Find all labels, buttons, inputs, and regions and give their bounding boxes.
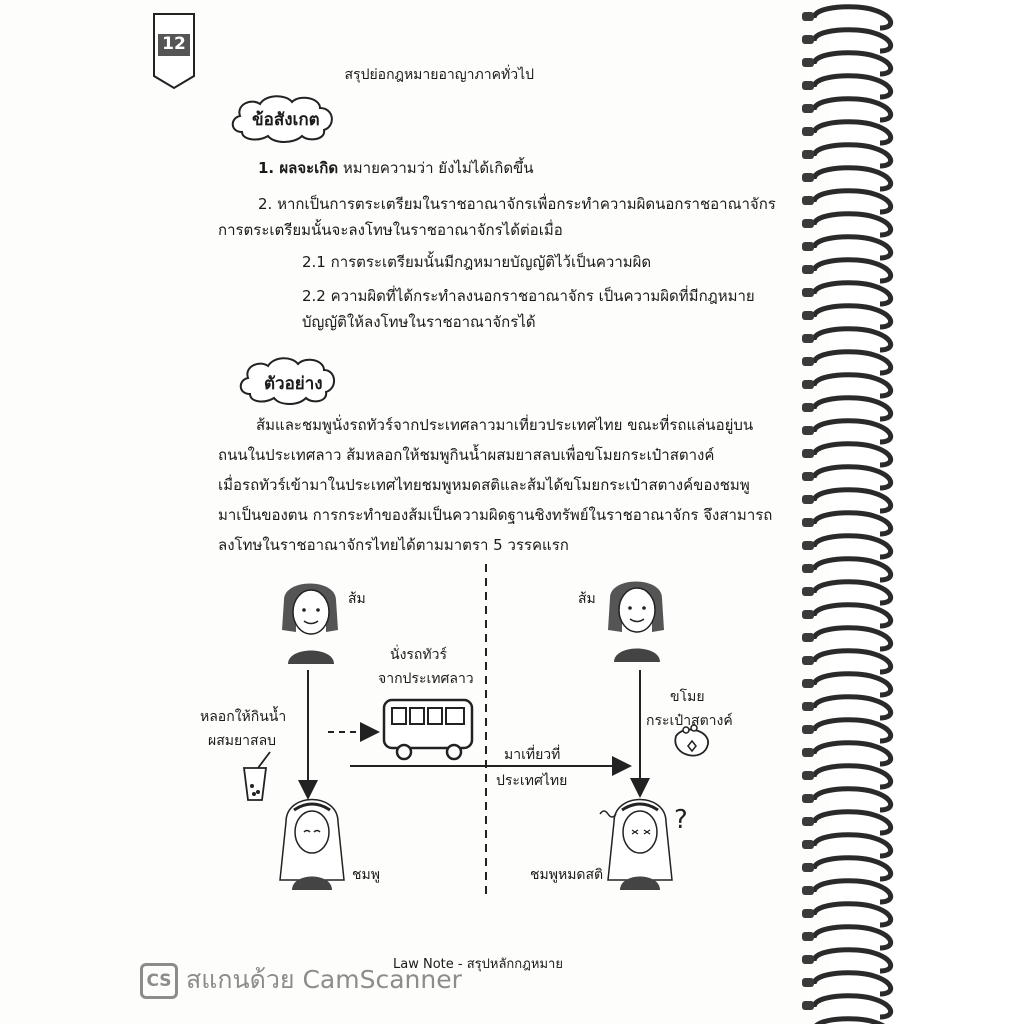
binding-hole (802, 288, 814, 297)
binding-hole (802, 196, 814, 205)
observation-item-2-1: 2.1 การตระเตรียมนั้นมีกฎหมายบัญญัติไว้เป็นความผิด (302, 253, 652, 271)
observation-item-1 (258, 158, 534, 178)
binding-hole (802, 725, 814, 734)
spiral-coil (814, 444, 891, 465)
binding-hole (802, 173, 814, 182)
spiral-coil (814, 904, 891, 925)
watermark-text: สแกนด้วย CamScanner (186, 965, 462, 994)
observation-heading: ข้อสังเกต (252, 110, 320, 130)
spiral-coil (814, 214, 891, 235)
footer-text: Law Note - สรุปหลักกฎหมาย (393, 957, 563, 972)
spiral-coil (814, 191, 891, 212)
binding-hole (802, 817, 814, 826)
binding-hole (802, 587, 814, 596)
spiral-coil (814, 122, 891, 143)
spiral-coil (814, 53, 891, 74)
binding-hole (802, 863, 814, 872)
chompoo-unconscious-avatar (600, 800, 688, 891)
spiral-coil (814, 168, 891, 189)
binding-hole (802, 702, 814, 711)
spiral-coil (814, 789, 891, 810)
binding-hole (802, 104, 814, 113)
binding-hole (802, 426, 814, 435)
binding-hole (802, 334, 814, 343)
example-line: ลงโทษในราชอาณาจักรไทยได้ตามมาตรา 5 วรรคแรก (218, 536, 569, 554)
example-paragraph (218, 410, 773, 560)
binding-hole (802, 472, 814, 481)
binding-hole (802, 357, 814, 366)
example-line: มาเป็นของตน การกระทำของส้มเป็นความผิดฐานชิงทรัพย์ในราชอาณาจักร จึงสามารถ (218, 506, 773, 524)
binding-hole (802, 81, 814, 90)
spiral-coil (814, 927, 891, 948)
binding-hole (802, 35, 814, 44)
binding-hole (802, 449, 814, 458)
som-right-avatar (608, 582, 664, 663)
binding-hole (802, 840, 814, 849)
binding-hole (802, 794, 814, 803)
svg-text:?: ? (674, 805, 688, 835)
example-heading: ตัวอย่าง (264, 374, 323, 394)
spiral-coil (814, 237, 891, 258)
spiral-coil (814, 674, 891, 695)
example-line: ส้มและชมพูนั่งรถทัวร์จากประเทศลาวมาเที่ยวประเทศไทย ขณะที่รถแล่นอยู่บน (256, 416, 754, 434)
binding-hole (802, 656, 814, 665)
spiral-coil (814, 398, 891, 419)
spiral-coil (814, 76, 891, 97)
chompoo-avatar (280, 800, 344, 891)
binding-hole (802, 541, 814, 550)
spiral-coil (814, 881, 891, 902)
camscanner-watermark (140, 960, 462, 1000)
page-number: 12 (162, 34, 186, 54)
spiral-coil (814, 513, 891, 534)
binding-hole (802, 403, 814, 412)
spiral-coil (814, 490, 891, 511)
binding-hole (802, 909, 814, 918)
som-left-label: ส้ม (348, 591, 366, 607)
binding-hole (802, 242, 814, 251)
bus-label-1: นั่งรถทัวร์ (390, 647, 448, 663)
chompoo-unconscious-label: ชมพูหมดสติ (530, 867, 604, 883)
spiral-coil (814, 7, 891, 28)
spiral-coil (814, 283, 891, 304)
spiral-coil (814, 651, 891, 672)
spiral-coil (814, 536, 891, 557)
binding-hole (802, 12, 814, 21)
arrive-label-2: ประเทศไทย (496, 773, 568, 789)
observation-item-2-2-line1: 2.2 ความผิดที่ได้กระทำลงนอกราชอาณาจักร เป็นความผิดที่มีกฎหมาย (302, 287, 755, 305)
spiral-coil (814, 99, 891, 120)
observation-item-2-2-line2: บัญญัติให้ลงโทษในราชอาณาจักรได้ (302, 313, 536, 331)
spiral-coil (814, 306, 891, 327)
binding-hole (802, 219, 814, 228)
trick-label-2: ผสมยาสลบ (208, 733, 277, 749)
binding-hole (802, 886, 814, 895)
spiral-coil (814, 812, 891, 833)
binding-hole (802, 127, 814, 136)
binding-hole (802, 564, 814, 573)
binding-hole (802, 633, 814, 642)
spiral-coil (814, 628, 891, 649)
arrive-label-1: มาเที่ยวที่ (504, 747, 561, 763)
item1-bold: 1. ผลจะเกิด (258, 159, 339, 177)
steal-label-1: ขโมย (670, 689, 705, 705)
binding-hole (802, 771, 814, 780)
spiral-coil (814, 950, 891, 971)
example-line: เมื่อรถทัวร์เข้ามาในประเทศไทยชมพูหมดสติและส้มได้ขโมยกระเป๋าสตางค์ของชมพู (218, 476, 750, 494)
trick-label-1: หลอกให้กินน้ำ (200, 709, 287, 725)
som-right-label: ส้ม (578, 591, 596, 607)
running-head: สรุปย่อกฎหมายอาญาภาคทั่วไป (344, 67, 534, 83)
binding-hole (802, 1001, 814, 1010)
spiral-binding (800, 0, 1024, 1024)
binding-hole (802, 955, 814, 964)
binding-hole (802, 932, 814, 941)
binding-hole (802, 380, 814, 389)
bus-label-2: จากประเทศลาว (378, 671, 474, 687)
spiral-coil (814, 720, 891, 741)
spiral-coil (814, 145, 891, 166)
binding-hole (802, 518, 814, 527)
binding-hole (802, 748, 814, 757)
spiral-coil (814, 835, 891, 856)
binding-hole (802, 679, 814, 688)
spiral-coil (814, 30, 891, 51)
spiral-coil (814, 743, 891, 764)
spiral-coil (814, 559, 891, 580)
binding-hole (802, 610, 814, 619)
bus-icon (384, 700, 472, 759)
example-illustration (200, 560, 760, 900)
binding-hole (802, 311, 814, 320)
chompoo-label: ชมพู (352, 867, 380, 883)
spiral-coil (814, 582, 891, 603)
som-left-avatar (282, 584, 338, 665)
spiral-coil (814, 375, 891, 396)
spiral-coil (814, 421, 891, 442)
spiral-coil (814, 697, 891, 718)
example-line: ถนนในประเทศลาว ส้มหลอกให้ชมพูกินน้ำผสมยาสลบเพื่อขโมยกระเป๋าสตางค์ (218, 446, 715, 464)
spiral-coil (814, 1019, 891, 1024)
spiral-coil (814, 605, 891, 626)
spiral-coil (814, 973, 891, 994)
spiral-coil (814, 329, 891, 350)
binding-hole (802, 58, 814, 67)
steal-label-2: กระเป๋าสตางค์ (646, 713, 733, 729)
spiral-coil (814, 766, 891, 787)
spiral-coil (814, 352, 891, 373)
observation-item-2-line2: การตระเตรียมนั้นจะลงโทษในราชอาณาจักรได้ต่อเมื่อ (218, 221, 563, 239)
spiral-coil (814, 996, 891, 1017)
binding-hole (802, 495, 814, 504)
spiral-coil (814, 858, 891, 879)
item1-rest: หมายความว่า ยังไม่ได้เกิดขึ้น (338, 159, 534, 177)
binding-hole (802, 150, 814, 159)
binding-hole (802, 265, 814, 274)
spiral-coil (814, 467, 891, 488)
observation-item-2-line1: 2. หากเป็นการตระเตรียมในราชอาณาจักรเพื่อกระทำความผิดนอกราชอาณาจักร (258, 195, 776, 213)
drink-icon (244, 752, 270, 800)
binding-hole (802, 978, 814, 987)
spiral-coil (814, 260, 891, 281)
camscanner-logo: CS (140, 963, 178, 999)
